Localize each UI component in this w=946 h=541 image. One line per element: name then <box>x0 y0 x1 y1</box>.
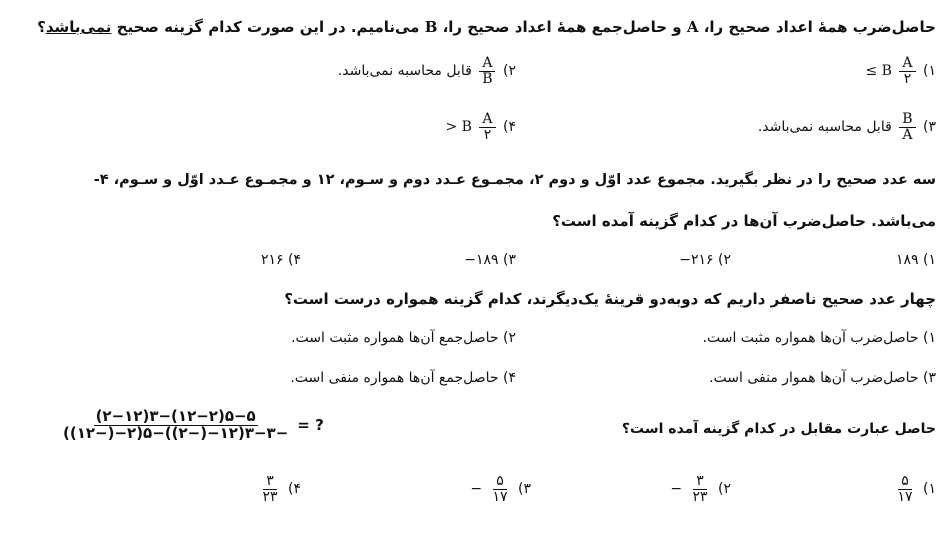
q4-option-2-num: ۲) <box>718 481 731 498</box>
frac-num: A <box>479 112 495 128</box>
q3-option-1[interactable]: ۱) حاصل‌ضرب آن‌ها همواره مثبت است. <box>702 330 936 346</box>
frac-num: ۳ <box>693 474 707 490</box>
question-2-line-2: می‌باشد. حاصل‌ضرب آن‌ها در کدام گزینه آمده است؟ <box>552 212 936 230</box>
q4-option-4-num: ۴) <box>288 481 301 498</box>
q1-option-4-num: ۴) <box>503 119 516 136</box>
frac-num: ۳ <box>263 474 277 490</box>
frac-den: ۲ <box>903 70 912 87</box>
question-4-text: حاصل عبارت مقابل در کدام گزینه آمده است؟ <box>621 421 936 437</box>
q4-option-2-sign: − <box>670 481 683 498</box>
q2-option-1[interactable]: ۱) ۱۸۹ <box>895 252 936 268</box>
frac-den: ۲ <box>483 126 492 143</box>
q3-option-3[interactable]: ۳) حاصل‌ضرب آن‌ها هموار منفی است. <box>709 370 936 386</box>
frac-den: ۲۳ <box>692 488 708 505</box>
q4-option-2[interactable] <box>670 474 731 504</box>
q4-option-4-fraction <box>260 474 281 504</box>
frac-num: A <box>899 56 915 72</box>
frac-num: ۵ <box>493 474 507 490</box>
var-a: A <box>686 18 699 36</box>
q1-option-4-tail: > B <box>445 119 472 136</box>
q4-expression <box>58 409 324 442</box>
q1-option-2[interactable] <box>338 56 516 86</box>
q1-option-4[interactable] <box>446 112 517 142</box>
q1-underlined-word: نمی‌باشد <box>45 18 112 36</box>
q3-option-2[interactable]: ۲) حاصل‌جمع آن‌ها همواره مثبت است. <box>291 330 516 346</box>
q1-option-1-tail: ≤ B <box>865 63 892 80</box>
q1-option-3-tail: قابل محاسبه نمی‌باشد. <box>757 119 892 136</box>
q1-option-2-tail: قابل محاسبه نمی‌باشد. <box>337 63 472 80</box>
frac-den: A <box>902 126 913 143</box>
frac-num: ۵ <box>898 474 912 490</box>
frac-den: B <box>482 70 493 87</box>
expr-denominator: −۳−۳(۱۲−(−۲))−۵(۲−(−۱۲)) <box>63 423 289 442</box>
frac-num: B <box>899 112 915 128</box>
q1-option-3-fraction <box>899 112 915 142</box>
q4-option-1-num: ۱) <box>923 481 936 498</box>
q1-option-3[interactable] <box>758 112 936 142</box>
q1-text-end: ؟ <box>37 18 46 36</box>
question-3-text: چهار عدد صحیح ناصفر داریم که دوبه‌دو قرینهٔ یک‌دیگرند، کدام گزینه همواره درست است؟ <box>284 290 936 308</box>
frac-den: ۱۷ <box>492 488 508 505</box>
q3-option-4[interactable]: ۴) حاصل‌جمع آن‌ها همواره منفی است. <box>290 370 516 386</box>
q4-option-3-fraction <box>490 474 511 504</box>
q2-option-3[interactable]: ۳) ۱۸۹− <box>464 252 516 268</box>
q4-option-2-fraction <box>690 474 711 504</box>
q4-expression-fraction <box>61 409 290 442</box>
q4-option-1[interactable] <box>892 474 937 504</box>
q4-option-1-fraction <box>895 474 916 504</box>
q1-option-2-num: ۲) <box>503 63 516 80</box>
q1-option-3-num: ۳) <box>923 119 936 136</box>
question-1-text <box>10 18 936 36</box>
q1-option-2-fraction <box>479 56 495 86</box>
var-b: B <box>424 18 438 36</box>
q1-option-1-fraction <box>899 56 915 86</box>
q4-option-4[interactable] <box>257 474 302 504</box>
q2-option-4[interactable]: ۴) ۲۱۶ <box>260 252 301 268</box>
q1-text-mid2: می‌نامیم. در این صورت کدام گزینه صحیح <box>111 18 425 36</box>
q1-option-1[interactable] <box>866 56 937 86</box>
question-2-line-1: سه عدد صحیح را در نظر بگیرید. مجموع عدد اوّل و دوم ۲، مجمـوع عـدد دوم و سـوم، ۱۲ و مجمـوع عـدد اوّل و سـوم، ۴- <box>93 172 936 188</box>
expr-numerator: ۵−۵(۱۲−۲)−۳(۲−۱۲) <box>95 407 256 425</box>
q4-option-3-num: ۳) <box>518 481 531 498</box>
q4-option-3-sign: − <box>470 481 483 498</box>
q4-option-3[interactable] <box>470 474 531 504</box>
expr-tail: = ? <box>297 416 324 435</box>
frac-den: ۱۷ <box>897 488 913 505</box>
q1-text-mid1: و حاصل‌جمع همهٔ اعداد صحیح را، <box>437 18 687 36</box>
q1-text-start: حاصل‌ضرب همهٔ اعداد صحیح را، <box>698 18 936 36</box>
frac-den: ۲۳ <box>262 488 278 505</box>
q2-option-2[interactable]: ۲) ۲۱۶− <box>679 252 731 268</box>
q1-option-1-num: ۱) <box>923 63 936 80</box>
q1-option-4-fraction <box>479 112 495 142</box>
frac-num: A <box>479 56 495 72</box>
